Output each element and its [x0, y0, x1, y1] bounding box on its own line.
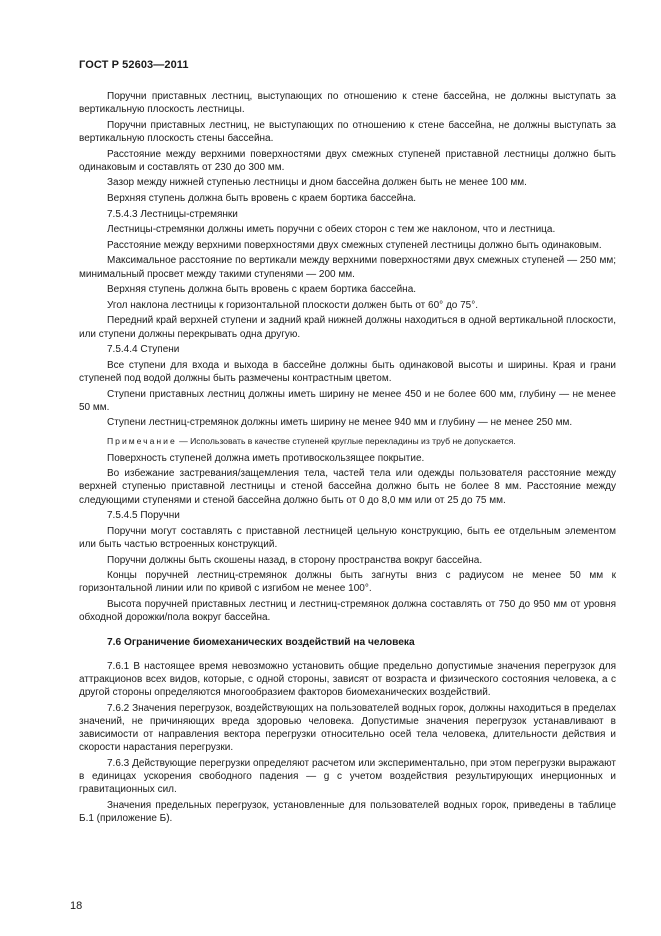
note-text: — Использовать в качестве ступеней круглые перекладины из труб не допускается.	[176, 435, 516, 446]
paragraph: Зазор между нижней ступенью лестницы и дном бассейна должен быть не менее 100 мм.	[107, 177, 527, 189]
note	[79, 435, 616, 447]
note-label: Примечание	[107, 435, 177, 446]
paragraph: 7.6.3 Действующие перегрузки определяют расчетом или экспериментально, при этом перегрузки выражают в единицах ускорения свободного падения — g с учетом воздействия результирующих инерционных и гравитационных сил.	[79, 757, 616, 796]
paragraph: Угол наклона лестницы к горизонтальной плоскости должен быть от 60° до 75°.	[107, 299, 479, 311]
paragraph: Поручни могут составлять с приставной лестницей цельную конструкцию, быть ее отдельным элементом или быть частью встроенных конструкций.	[79, 525, 616, 550]
paragraph: Высота поручней приставных лестниц и лестниц-стремянок должна составлять от 750 до 950 мм от уровня обходной дорожки/пола вокруг бассейна.	[79, 598, 616, 624]
section-heading: 7.6 Ограничение биомеханических воздействий на человека	[107, 637, 415, 649]
paragraph: Верхняя ступень должна быть вровень с краем бортика бассейна.	[107, 284, 417, 296]
paragraph: Верхняя ступень должна быть вровень с краем бортика бассейна.	[107, 192, 417, 204]
page-number: 18	[70, 900, 83, 912]
paragraph: Поручни приставных лестниц, не выступающих по отношению к стене бассейна, не должны выступать за вертикальную плоскость стены бассейна.	[79, 119, 616, 144]
standard-header: ГОСТ Р 52603—2011	[79, 59, 189, 71]
subsection-heading: 7.5.4.3 Лестницы-стремянки	[107, 208, 238, 220]
paragraph: Поверхность ступеней должна иметь противоскользящее покрытие.	[107, 452, 425, 464]
paragraph: Ступени приставных лестниц должны иметь ширину не менее 450 и не более 600 мм, глубину — не менее 50 мм.	[79, 388, 616, 413]
paragraph: Передний край верхней ступени и задний край нижней должны находиться в одной вертикальной плоскости, или ступени должны перекрывать одна другую.	[79, 315, 616, 340]
paragraph: Расстояние между верхними поверхностями двух смежных ступеней лестницы должно быть одинаковым.	[107, 239, 602, 251]
paragraph: Концы поручней лестниц-стремянок должны быть загнуты вниз с радиусом не менее 50 мм к горизонтальной линии или по кривой с изгибом не менее 100°.	[79, 570, 616, 595]
paragraph: Все ступени для входа и выхода в бассейне должны быть одинаковой высоты и ширины. Края и грани ступеней под водой должны быть размечены контрастным цветом.	[79, 359, 616, 384]
subsection-heading: 7.5.4.4 Ступени	[107, 344, 180, 356]
paragraph: Лестницы-стремянки должны иметь поручни с обеих сторон с тем же наклоном, что и лестница.	[107, 224, 556, 236]
paragraph: 7.6.1 В настоящее время невозможно установить общие предельно допустимые значения перегрузок для аттракционов всех видов, которые, с одной стороны, зависят от возраста и физического состояния человека, а с другой стороны определяются многообразием факторов биомеханических воздействий.	[79, 660, 616, 698]
paragraph: 7.6.2 Значения перегрузок, воздействующих на пользователей водных горок, должны находиться в пределах значений, не причиняющих вреда здоровью человека. Допустимые значения перегрузок устанавливают в зависимости от направления вектора перегрузки относительно осей тела человека, длительности действия и скорости нарастания перегрузки.	[79, 702, 616, 754]
paragraph: Максимальное расстояние по вертикали между верхними поверхностями двух смежных ступеней — 250 мм; минимальный просвет между такими ступенями — 200 мм.	[79, 255, 616, 280]
paragraph: Поручни должны быть скошены назад, в сторону пространства вокруг бассейна.	[107, 554, 483, 566]
document-body	[79, 90, 616, 828]
paragraph: Поручни приставных лестниц, выступающих по отношению к стене бассейна, не должны выступать за вертикальную плоскость лестницы.	[79, 91, 616, 116]
paragraph: Расстояние между верхними поверхностями двух смежных ступеней приставной лестницы должно быть одинаковым и составлять от 230 до 300 мм.	[79, 148, 616, 173]
paragraph: Значения предельных перегрузок, установленные для пользователей водных горок, приведены в таблице Б.1 (приложение Б).	[79, 799, 616, 824]
paragraph: Во избежание застревания/защемления тела, частей тела или одежды пользователя расстояние между верхней ступенью приставной лестницы и стеной бассейна должно быть не более 8 мм. Расстояние между следующими ступенями и стеной бассейна должно быть от 0 до 8,0 мм или от 25 до 75 мм.	[79, 468, 616, 506]
paragraph: Ступени лестниц-стремянок должны иметь ширину не менее 940 мм и глубину — не менее 250 мм.	[107, 417, 573, 429]
subsection-heading: 7.5.4.5 Поручни	[107, 510, 180, 522]
